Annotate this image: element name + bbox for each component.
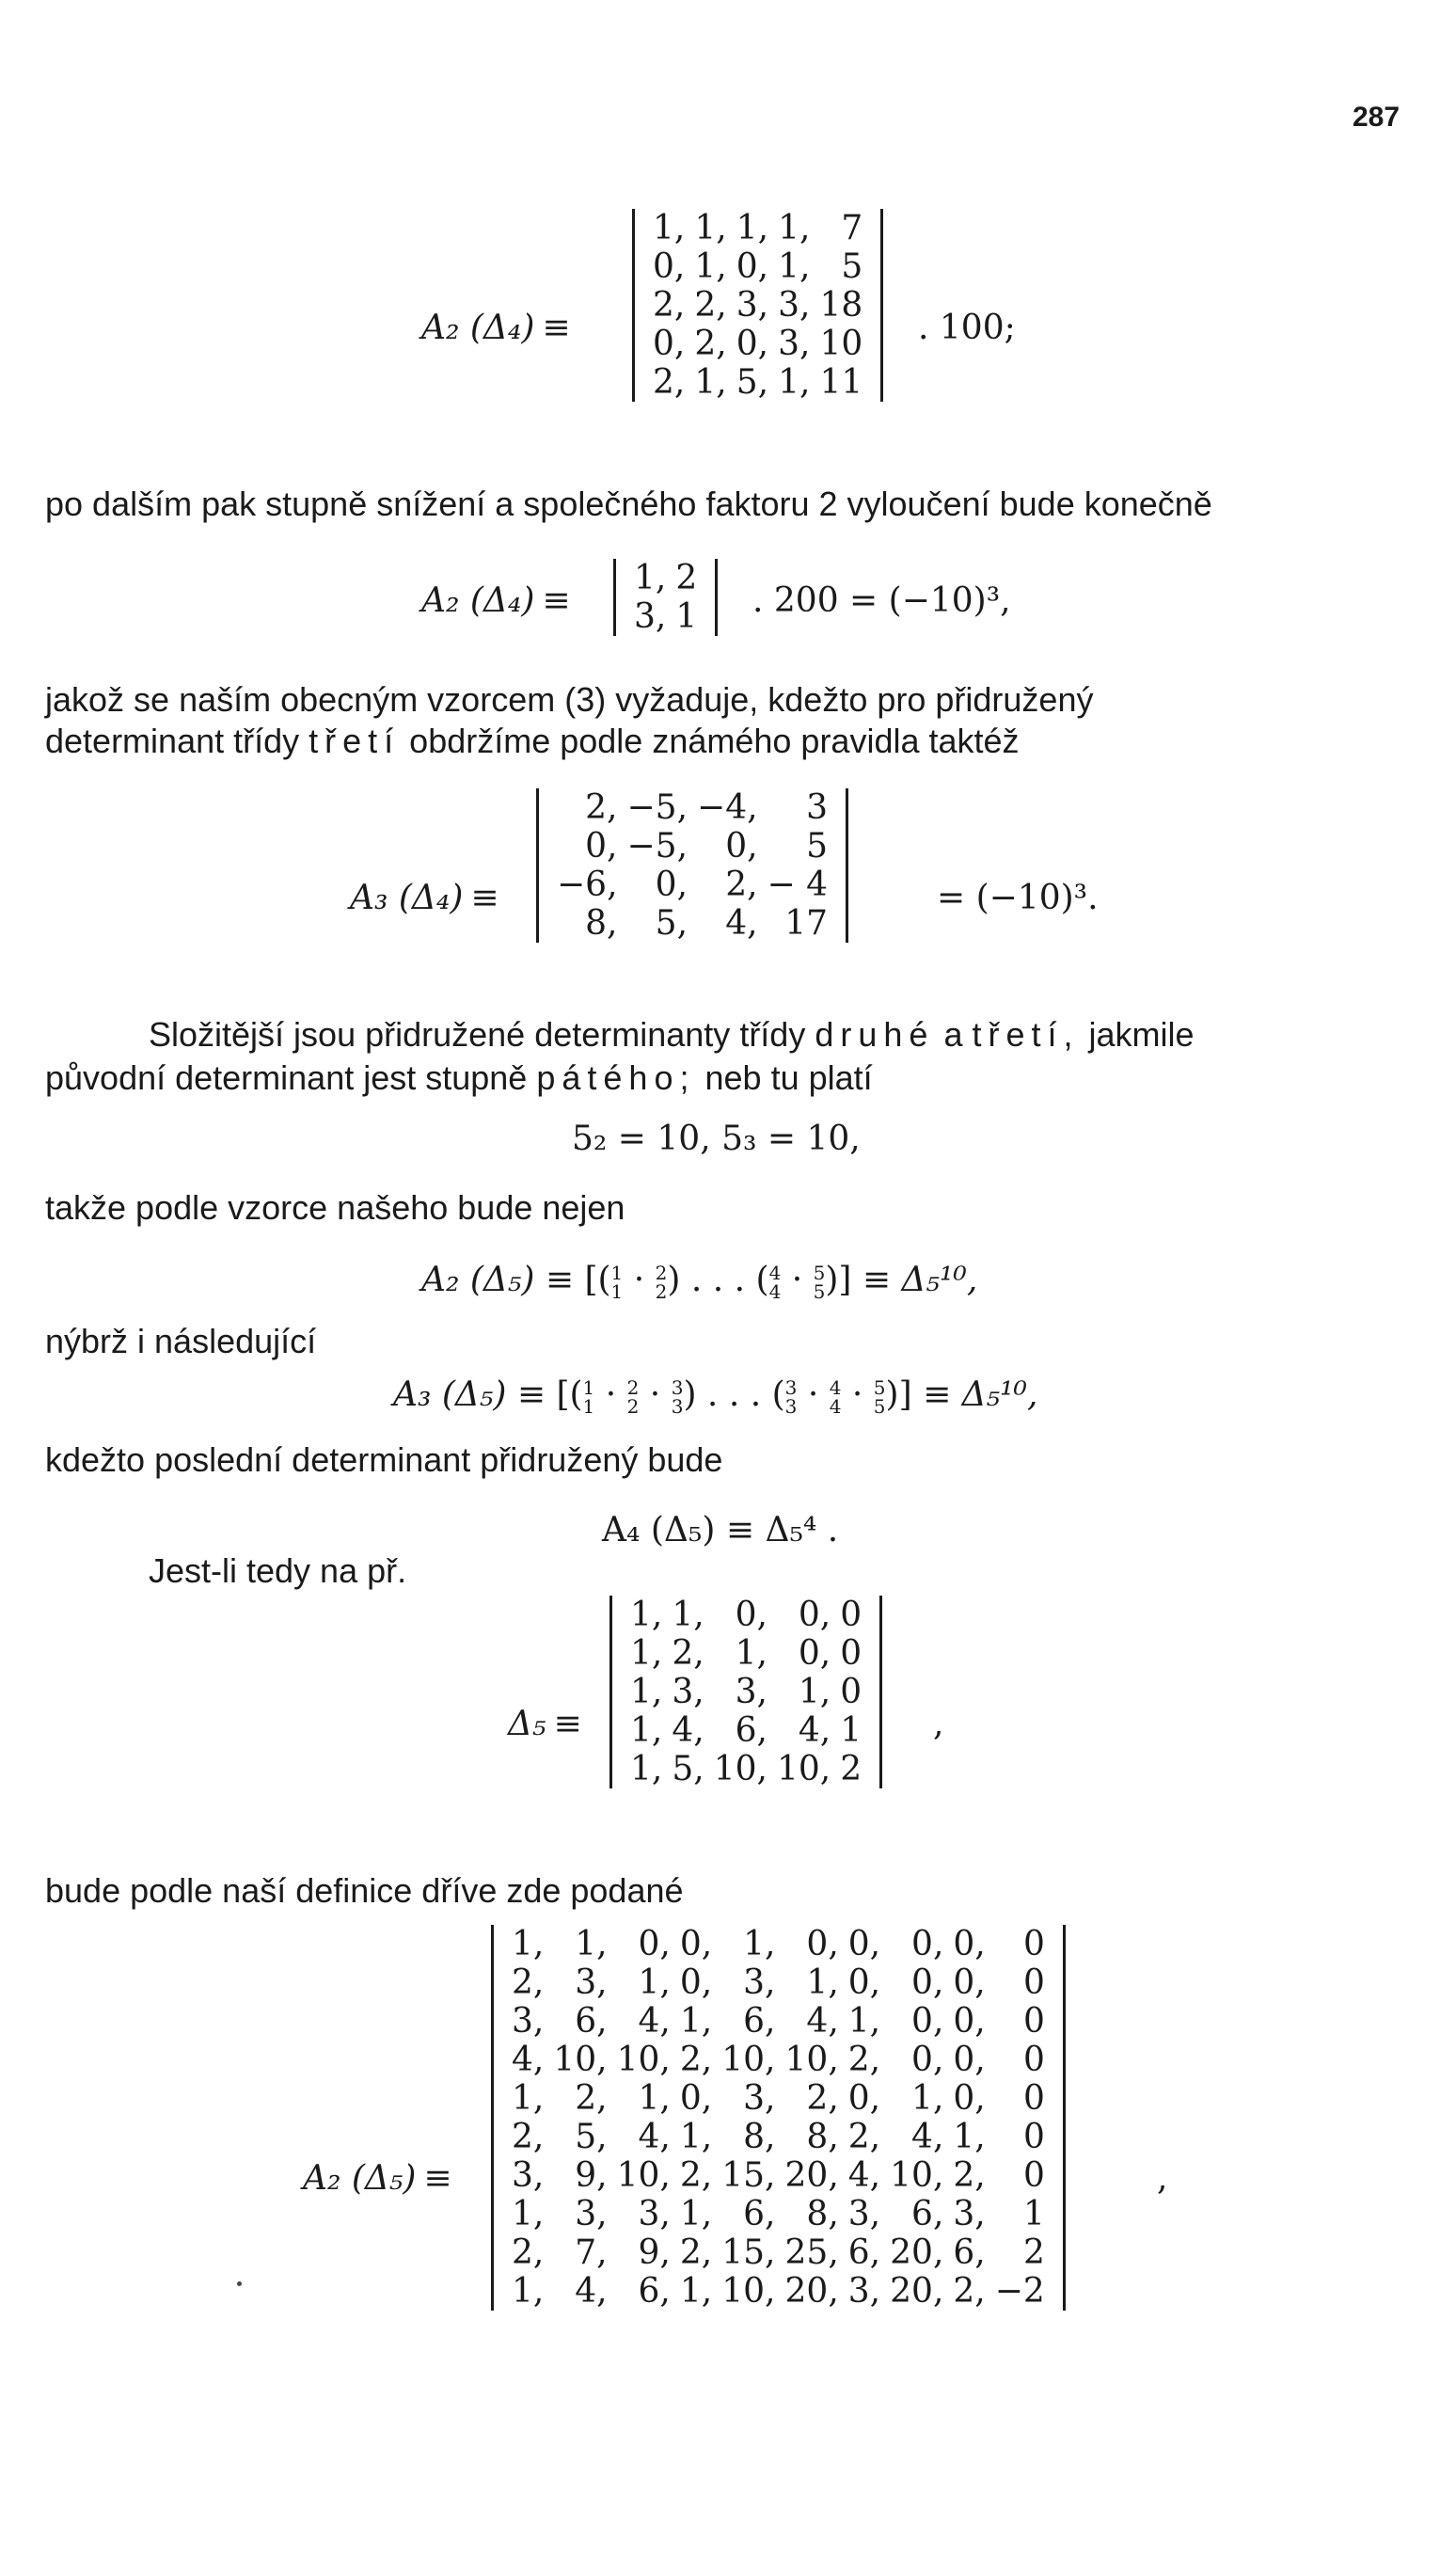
matrix-cell: 1 <box>675 597 698 636</box>
matrix-cell: 4, <box>806 2002 839 2041</box>
matrix-cell: 4, <box>638 2002 671 2041</box>
matrix-row <box>625 1634 866 1673</box>
p3-and: a <box>943 1015 963 1054</box>
matrix-cell: 1, <box>778 247 811 286</box>
matrix-cell: 3, <box>847 2272 881 2311</box>
p2-spaced-word: třetí <box>309 722 401 760</box>
p3-text-b: jakmile <box>1088 1015 1195 1054</box>
eq8-tail: , <box>933 1705 944 1743</box>
matrix-row <box>552 904 832 943</box>
matrix-cell: 10, <box>890 2156 944 2195</box>
matrix-cell: 0, <box>911 2041 944 2079</box>
paragraph-3-line-1 <box>149 1014 1195 1055</box>
matrix-cell: 20, <box>890 2272 944 2311</box>
matrix-cell: 11 <box>819 363 863 402</box>
matrix-cell: 1, <box>679 2195 713 2233</box>
eq9-matrix <box>507 1925 1050 2311</box>
matrix-cell: 4, <box>512 2041 545 2079</box>
matrix-cell: 1, <box>512 2079 545 2118</box>
matrix-cell: 3, <box>736 286 769 325</box>
matrix-cell: 5, <box>655 904 688 943</box>
matrix-cell: 0, <box>953 1963 986 2002</box>
matrix-row <box>629 559 702 597</box>
matrix-cell: 0, <box>653 325 686 363</box>
matrix-cell: 1 <box>840 1711 863 1750</box>
matrix-cell: 2, <box>679 2041 713 2079</box>
matrix-cell: −4, <box>697 788 758 827</box>
matrix-cell: 18 <box>819 286 863 325</box>
matrix-cell: 10, <box>616 2041 671 2079</box>
matrix-cell: 10, <box>784 2041 839 2079</box>
matrix-cell: 2, <box>512 2233 545 2272</box>
matrix-cell: 0, <box>736 325 769 363</box>
matrix-cell: 1, <box>694 209 727 247</box>
matrix-cell: 5 <box>841 247 863 286</box>
matrix-cell: 0, <box>735 1596 768 1634</box>
matrix-cell: 0, <box>911 2002 944 2041</box>
matrix-row <box>552 827 832 866</box>
matrix-cell: 10, <box>721 2272 776 2311</box>
matrix-cell: −6, <box>557 866 618 904</box>
matrix-cell: 4, <box>638 2118 671 2156</box>
matrix-cell: 3, <box>735 1673 768 1711</box>
matrix-cell: 2 <box>1022 2233 1045 2272</box>
matrix-cell: 3, <box>778 325 811 363</box>
matrix-cell: 2 <box>840 1750 863 1788</box>
matrix-row <box>507 2041 1050 2079</box>
matrix-cell: 5, <box>736 363 769 402</box>
matrix-cell: 0, <box>679 1963 713 2002</box>
matrix-cell: 10 <box>819 325 863 363</box>
stray-dot <box>237 2281 242 2286</box>
matrix-cell: 0 <box>1022 2156 1045 2195</box>
matrix-row <box>625 1750 866 1788</box>
matrix-cell: 8, <box>743 2118 776 2156</box>
matrix-cell: 3, <box>634 597 667 636</box>
matrix-cell: 2, <box>847 2118 881 2156</box>
matrix-row <box>625 1673 866 1711</box>
matrix-cell: 0 <box>840 1634 863 1673</box>
eq1-matrix <box>648 209 867 402</box>
eq1-determinant <box>632 209 883 402</box>
matrix-cell: 0, <box>806 1925 839 1963</box>
matrix-cell: 4, <box>725 904 758 943</box>
matrix-cell: 0, <box>847 2079 881 2118</box>
matrix-cell: 9, <box>575 2156 608 2195</box>
matrix-cell: 3, <box>953 2195 986 2233</box>
matrix-cell: 2, <box>694 325 727 363</box>
matrix-cell: 1, <box>743 1925 776 1963</box>
p3-text-d: neb tu platí <box>704 1058 873 1097</box>
matrix-cell: 9, <box>638 2233 671 2272</box>
p3-text-a: Složitější jsou přidružené determinanty třídy <box>149 1015 806 1054</box>
matrix-cell: 0, <box>911 1925 944 1963</box>
matrix-cell: 5, <box>672 1750 704 1788</box>
matrix-cell: 2, <box>512 2118 545 2156</box>
matrix-cell: 3, <box>743 1963 776 2002</box>
eq8-lhs-text: Δ₅ <box>508 1705 546 1743</box>
matrix-cell: 1, <box>630 1750 663 1788</box>
matrix-cell: 1, <box>630 1673 663 1711</box>
matrix-cell: 0, <box>798 1634 831 1673</box>
matrix-cell: 2, <box>953 2272 986 2311</box>
matrix-cell: 1, <box>630 1711 663 1750</box>
matrix-cell: 0 <box>1022 1925 1045 1963</box>
eq8-matrix <box>625 1596 866 1788</box>
eq5: A₂ (Δ₅) ≡ [(1 1 · 2 2) . . . (4 4 · 5 5)] ≡ Δ₅¹⁰, <box>421 1261 978 1303</box>
matrix-row <box>507 2079 1050 2118</box>
matrix-cell: 0, <box>847 1963 881 2002</box>
eq3-lhs-text: A₃ (Δ₄) <box>350 879 464 917</box>
eq2-tail: . 200 = (−10)³, <box>752 581 1011 620</box>
matrix-cell: 1, <box>630 1634 663 1673</box>
matrix-cell: 3, <box>778 286 811 325</box>
matrix-cell: 0, <box>653 247 686 286</box>
matrix-cell: 1, <box>735 1634 768 1673</box>
matrix-row <box>507 2118 1050 2156</box>
matrix-cell: 5, <box>575 2118 608 2156</box>
matrix-cell: 6, <box>735 1711 768 1750</box>
matrix-cell: 2, <box>679 2233 713 2272</box>
matrix-cell: 4, <box>575 2272 608 2311</box>
matrix-row <box>507 1963 1050 2002</box>
eq3-determinant <box>536 788 848 943</box>
eq3-matrix <box>552 788 832 943</box>
matrix-cell: 8, <box>585 904 618 943</box>
eq2-lhs: A₂ (Δ₄) ≡ <box>421 581 571 620</box>
p2-text-b: obdržíme podle známého pravidla taktéž <box>409 722 1020 760</box>
matrix-cell: 2, <box>653 286 686 325</box>
eq6: A₃ (Δ₅) ≡ [(1 1 · 2 2 · 3 3) . . . (3 3 · 4 4 · 5 5)] ≡ Δ₅¹⁰, <box>393 1375 1038 1418</box>
matrix-cell: 1, <box>679 2002 713 2041</box>
p3-spaced-word-3: pátého; <box>536 1058 696 1097</box>
eq2-lhs-text: A₂ (Δ₄) <box>421 581 535 620</box>
matrix-cell: 2 <box>675 559 698 597</box>
eq5-rest: ≡ Δ₅¹⁰, <box>862 1261 978 1299</box>
eq1-lhs: A₂ (Δ₄) ≡ <box>421 309 571 347</box>
matrix-cell: 17 <box>784 904 829 943</box>
matrix-cell: 0 <box>1022 2002 1045 2041</box>
matrix-cell: 25, <box>784 2233 839 2272</box>
matrix-cell: 1, <box>634 559 667 597</box>
matrix-cell: 6, <box>911 2195 944 2233</box>
matrix-cell: 1 <box>1022 2195 1045 2233</box>
matrix-cell: 1, <box>953 2118 986 2156</box>
matrix-cell: 2, <box>575 2079 608 2118</box>
matrix-cell: 1, <box>694 247 727 286</box>
matrix-cell: 4, <box>798 1711 831 1750</box>
matrix-cell: 10, <box>713 1750 768 1788</box>
matrix-row <box>507 2233 1050 2272</box>
matrix-row <box>648 209 867 247</box>
page-number: 287 <box>1353 102 1401 133</box>
matrix-cell: 2, <box>512 1963 545 2002</box>
matrix-cell: 10, <box>721 2041 776 2079</box>
eq1-lhs-text: A₂ (Δ₄) <box>421 309 535 347</box>
matrix-cell: 2, <box>585 788 618 827</box>
matrix-cell: 3, <box>512 2156 545 2195</box>
matrix-row <box>507 2002 1050 2041</box>
paragraph-1: po dalším pak stupně snížení a společného faktoru 2 vyloučení bude konečně <box>45 485 1212 523</box>
eq8-determinant <box>609 1596 882 1788</box>
paragraph-6: kdežto poslední determinant přidružený bude <box>45 1440 723 1479</box>
eq5-lhs: A₂ (Δ₅) ≡ <box>421 1261 574 1299</box>
matrix-cell: 0, <box>798 1596 831 1634</box>
matrix-cell: 1, <box>679 2118 713 2156</box>
eq4: 5₂ = 10, 5₃ = 10, <box>572 1120 861 1158</box>
matrix-row <box>507 1925 1050 1963</box>
paragraph-2-line-1: jakož se naším obecným vzorcem (3) vyžaduje, kdežto pro přidružený <box>45 680 1094 719</box>
eq8-lhs: Δ₅ ≡ <box>508 1705 582 1743</box>
p3-spaced-word-2: třetí, <box>972 1015 1080 1054</box>
matrix-row <box>629 597 702 636</box>
paragraph-4: takže podle vzorce našeho bude nejen <box>45 1188 625 1227</box>
matrix-cell: 1, <box>847 2002 881 2041</box>
matrix-row <box>648 247 867 286</box>
matrix-cell: 10, <box>776 1750 831 1788</box>
matrix-cell: 0, <box>655 866 688 904</box>
matrix-cell: 6, <box>575 2002 608 2041</box>
matrix-cell: 0, <box>953 1925 986 1963</box>
matrix-cell: 1, <box>778 363 811 402</box>
matrix-cell: 3, <box>575 2195 608 2233</box>
p3-spaced-word-1: druhé <box>815 1015 935 1054</box>
matrix-row <box>648 286 867 325</box>
eq3-lhs: A₃ (Δ₄) ≡ <box>350 879 499 917</box>
matrix-row <box>507 2195 1050 2233</box>
matrix-cell: 1, <box>694 363 727 402</box>
eq9-determinant <box>491 1925 1066 2311</box>
matrix-cell: 0, <box>847 1925 881 1963</box>
matrix-cell: 8, <box>806 2195 839 2233</box>
matrix-row <box>507 2156 1050 2195</box>
matrix-cell: 0, <box>679 2079 713 2118</box>
matrix-cell: 1, <box>798 1673 831 1711</box>
matrix-cell: 0 <box>1022 2118 1045 2156</box>
matrix-cell: 3 <box>806 788 829 827</box>
matrix-cell: 3, <box>575 1963 608 2002</box>
matrix-cell: 15, <box>721 2233 776 2272</box>
matrix-cell: 6, <box>743 2002 776 2041</box>
matrix-cell: 1, <box>630 1596 663 1634</box>
matrix-cell: − 4 <box>767 866 829 904</box>
matrix-cell: 2, <box>953 2156 986 2195</box>
matrix-cell: 10, <box>616 2156 671 2195</box>
matrix-cell: 0, <box>679 1925 713 1963</box>
eq2-matrix <box>629 559 702 636</box>
matrix-row <box>552 866 832 904</box>
matrix-cell: 0 <box>1022 1963 1045 2002</box>
matrix-cell: 0, <box>911 1963 944 2002</box>
matrix-cell: 1, <box>736 209 769 247</box>
matrix-cell: 6, <box>953 2233 986 2272</box>
matrix-row <box>625 1711 866 1750</box>
matrix-cell: 3, <box>672 1673 704 1711</box>
matrix-cell: 0, <box>585 827 618 866</box>
matrix-cell: 3, <box>512 2002 545 2041</box>
paragraph-8: bude podle naší definice dříve zde podané <box>45 1871 684 1910</box>
paragraph-5: nýbrž i následující <box>45 1322 317 1360</box>
matrix-cell: 3, <box>743 2079 776 2118</box>
matrix-cell: 4, <box>847 2156 881 2195</box>
matrix-cell: 20, <box>784 2156 839 2195</box>
matrix-cell: 6, <box>743 2195 776 2233</box>
matrix-cell: 1, <box>806 1963 839 2002</box>
matrix-row <box>507 2272 1050 2311</box>
matrix-cell: 2, <box>679 2156 713 2195</box>
matrix-cell: 0, <box>736 247 769 286</box>
p2-text-a: determinant třídy <box>45 722 300 760</box>
matrix-cell: 20, <box>784 2272 839 2311</box>
eq2-determinant <box>613 559 718 636</box>
matrix-cell: 0, <box>953 2002 986 2041</box>
matrix-cell: 7, <box>575 2233 608 2272</box>
matrix-cell: 10, <box>553 2041 608 2079</box>
eq1-tail: . 100; <box>918 309 1016 347</box>
matrix-cell: 1, <box>672 1596 704 1634</box>
matrix-cell: 5 <box>806 827 829 866</box>
matrix-cell: −5, <box>626 788 688 827</box>
matrix-cell: 6, <box>847 2233 881 2272</box>
matrix-cell: 15, <box>721 2156 776 2195</box>
paragraph-3-line-2 <box>45 1057 873 1098</box>
matrix-cell: 8, <box>806 2118 839 2156</box>
eq3-tail: = (−10)³. <box>937 879 1099 917</box>
matrix-cell: 2, <box>672 1634 704 1673</box>
matrix-cell: 2, <box>694 286 727 325</box>
matrix-cell: 2, <box>725 866 758 904</box>
matrix-cell: 0 <box>1022 2041 1045 2079</box>
matrix-cell: 1, <box>512 2272 545 2311</box>
p3-text-c: původní determinant jest stupně <box>45 1058 528 1097</box>
matrix-cell: 2, <box>847 2041 881 2079</box>
matrix-cell: 1, <box>778 209 811 247</box>
matrix-cell: 0 <box>1022 2079 1045 2118</box>
matrix-cell: −2 <box>994 2272 1045 2311</box>
matrix-cell: 7 <box>841 209 863 247</box>
matrix-cell: 3, <box>847 2195 881 2233</box>
matrix-cell: 1, <box>512 1925 545 1963</box>
matrix-cell: 2, <box>653 363 686 402</box>
matrix-cell: 0 <box>840 1596 863 1634</box>
matrix-cell: −5, <box>626 827 688 866</box>
matrix-row <box>648 363 867 402</box>
matrix-cell: 3, <box>638 2195 671 2233</box>
matrix-cell: 1, <box>638 1963 671 2002</box>
matrix-cell: 0, <box>953 2041 986 2079</box>
eq9-tail: , <box>1157 2159 1168 2198</box>
matrix-cell: 1, <box>653 209 686 247</box>
matrix-cell: 6, <box>638 2272 671 2311</box>
eq6-lhs: A₃ (Δ₅) ≡ <box>393 1375 546 1414</box>
matrix-cell: 1, <box>679 2272 713 2311</box>
matrix-row <box>552 788 832 827</box>
matrix-cell: 0 <box>840 1673 863 1711</box>
matrix-row <box>625 1596 866 1634</box>
matrix-cell: 20, <box>890 2233 944 2272</box>
matrix-cell: 0, <box>638 1925 671 1963</box>
paragraph-2-line-2 <box>45 721 1020 761</box>
matrix-cell: 1, <box>575 1925 608 1963</box>
paragraph-7: Jest-li tedy na př. <box>149 1551 407 1590</box>
eq9-lhs-text: A₂ (Δ₅) <box>303 2159 417 2198</box>
eq7: A₄ (Δ₅) ≡ Δ₅⁴ . <box>602 1511 839 1549</box>
matrix-row <box>648 325 867 363</box>
matrix-cell: 4, <box>911 2118 944 2156</box>
eq6-rest: ≡ Δ₅¹⁰, <box>923 1375 1038 1414</box>
matrix-cell: 2, <box>806 2079 839 2118</box>
matrix-cell: 4, <box>672 1711 704 1750</box>
eq9-lhs: A₂ (Δ₅) ≡ <box>303 2159 452 2198</box>
matrix-cell: 0, <box>953 2079 986 2118</box>
matrix-cell: 1, <box>638 2079 671 2118</box>
matrix-cell: 1, <box>512 2195 545 2233</box>
matrix-cell: 1, <box>911 2079 944 2118</box>
matrix-cell: 0, <box>725 827 758 866</box>
